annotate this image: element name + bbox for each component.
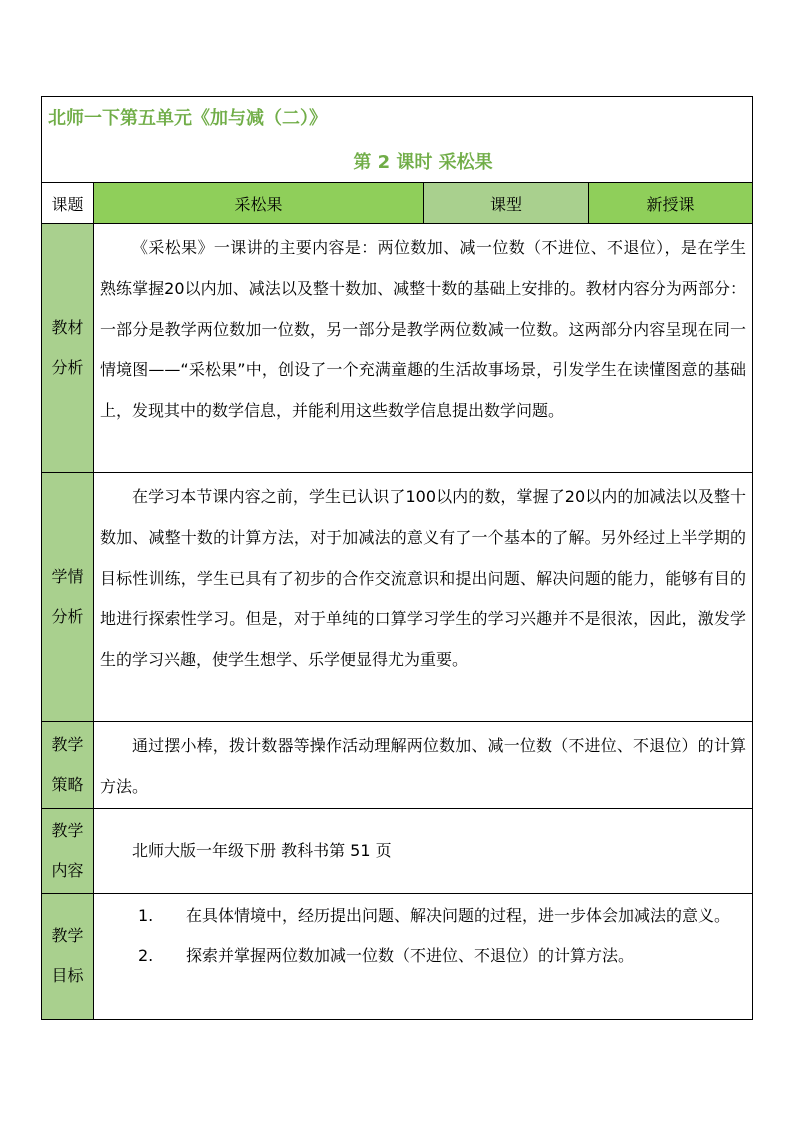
teaching-content-label: 教学 内容: [42, 808, 94, 893]
topic-value: 采松果: [94, 183, 424, 224]
material-analysis-content: [94, 224, 753, 473]
student-analysis-text: 在学习本节课内容之前，学生已认识了100以内的数，掌握了20以内的加减法以及整十数加、减整十数的计算方法，对于加减法的意义有了一个基本的了解。另外经过上半学期的目标性训练，学生已具有了初步的合作交流意识和提出问题、解决问题的能力，能够有目的地进行探索性学习。但是，对于单纯的口算学习学生的学习兴趣并不是很浓，因此，激发学生的学习兴趣，使学生想学、乐学便显得尤为重要。: [100, 487, 746, 670]
goal-item: [100, 896, 746, 936]
student-analysis-row: [42, 473, 753, 722]
teaching-content-cell: [94, 808, 753, 893]
teaching-goals-content: [94, 893, 753, 1019]
student-analysis-label: 学情 分析: [42, 473, 94, 722]
goal-item: [100, 936, 746, 976]
teaching-strategy-content: [94, 722, 753, 809]
teaching-content-text: 北师大版一年级下册 教科书第 51 页: [132, 840, 392, 860]
lesson-subtitle: 第 2 课时 采松果: [353, 152, 493, 173]
teaching-goals-row: [42, 893, 753, 1019]
type-value: 新授课: [589, 183, 753, 224]
goal-number: 1.: [138, 905, 154, 925]
teaching-strategy-label: 教学 策略: [42, 722, 94, 809]
goal-text: 在具体情境中，经历提出问题、解决问题的过程，进一步体会加减法的意义。: [186, 905, 731, 925]
goal-number: 2.: [138, 945, 154, 965]
info-row: [42, 183, 753, 224]
goal-text: 探索并掌握两位数加减一位数（不进位、不退位）的计算方法。: [186, 945, 635, 965]
topic-label: 课题: [42, 183, 94, 224]
material-analysis-label: 教材 分析: [42, 224, 94, 473]
teaching-goals-label: 教学 目标: [42, 893, 94, 1019]
title-cell: [42, 97, 753, 183]
teaching-strategy-row: [42, 722, 753, 809]
type-label: 课型: [424, 183, 589, 224]
student-analysis-content: [94, 473, 753, 722]
teaching-strategy-text: 通过摆小棒，拨计数器等操作活动理解两位数加、减一位数（不进位、不退位）的计算方法。: [100, 736, 746, 796]
teaching-content-row: [42, 808, 753, 893]
material-analysis-text: 《采松果》一课讲的主要内容是：两位数加、减一位数（不进位、不退位），是在学生熟练掌握20以内加、减法以及整十数加、减整十数的基础上安排的。教材内容分为两部分：一部分是教学两位数加一位数，另一部分是教学两位数减一位数。这两部分内容呈现在同一情境图——“采松果”中，创设了一个充满童趣的生活故事场景，引发学生在读懂图意的基础上，发现其中的数学信息，并能利用这些数学信息提出数学问题。: [100, 238, 746, 421]
material-analysis-row: [42, 224, 753, 473]
lesson-plan-table: [41, 96, 753, 1020]
main-title: 北师一下第五单元《加与减（二）》: [48, 108, 327, 129]
